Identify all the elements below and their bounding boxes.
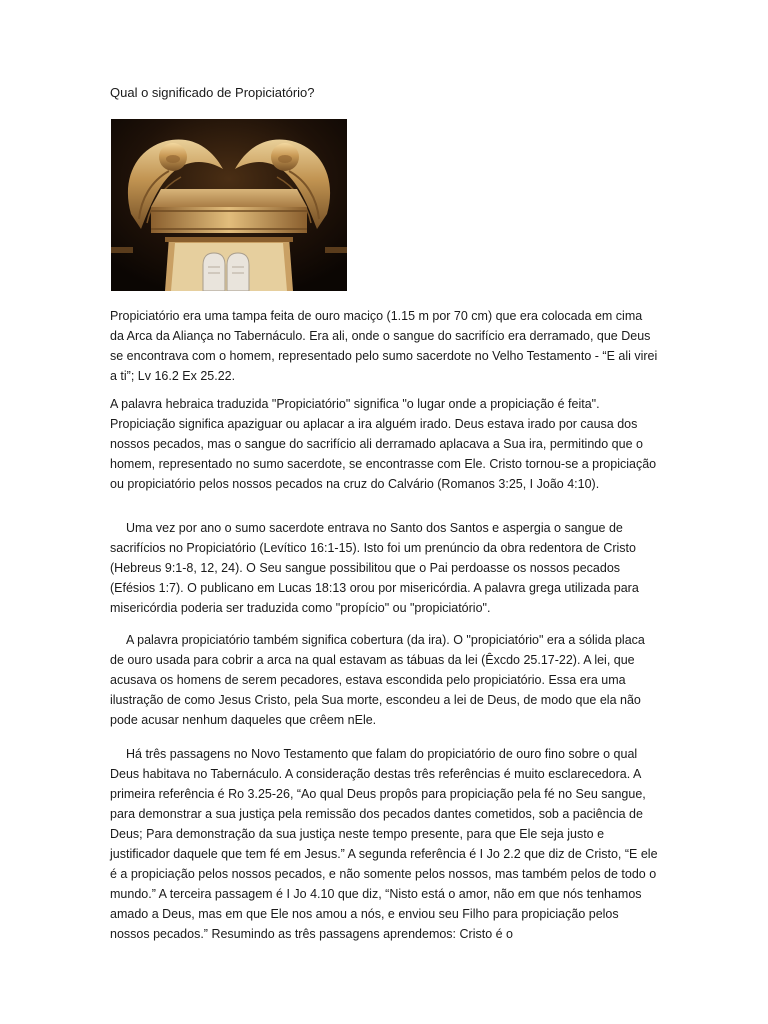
document-title: Qual o significado de Propiciatório?: [110, 85, 315, 100]
ark-of-covenant-image: [111, 119, 347, 291]
paragraph-5: Há três passagens no Novo Testamento que falam do propiciatório de ouro fino sobre o qual Deus habitava no Tabernáculo. A consideração destas três referências é muito esclarecedora. A primeira referência é Ro 3.25-26, “Ao qual Deus propôs para propiciação pela fé no Seu sangue, para demonstrar a sua justiça pela remissão dos pecados dantes cometidos, sob a paciência de Deus; Para demonstração da sua justiça neste tempo presente, para que Ele seja justo e justificador daquele que tem fé em Jesus.” A segunda referência é I Jo 2.2 que diz de Cristo, “E ele é a propiciação pelos nossos pecados, e não somente pelos nossos, mas também pelos de todo o mundo.” A terceira passagem é I Jo 4.10 que diz, “Nisto está o amor, não em que nós tenhamos amado a Deus, mas em que Ele nos amou a nós, e enviou seu Filho para propiciação pelos nossos pecados.” Resumindo as três passagens aprendemos: Cristo é o: [110, 747, 658, 941]
paragraph-1: Propiciatório era uma tampa feita de ouro maciço (1.15 m por 70 cm) que era colocada em cima da Arca da Aliança no Tabernáculo. Era ali, onde o sangue do sacrifício era derramado, que Deus se encontrava com o homem, representado pelo sumo sacerdote no Velho Testamento - “E ali virei a ti”; Lv 16.2 Ex 25.22.: [110, 309, 658, 383]
paragraph-4: A palavra propiciatório também significa cobertura (da ira). O "propiciatório" era a sólida placa de ouro usada para cobrir a arca na qual estavam as tábuas da lei (Êxcdo 25.17-22). A lei, que acusava os homens de serem pecadores, estava escondida pelo propiciatório. Essa era uma ilustração de como Jesus Cristo, pela Sua morte, escondeu a lei de Deus, de modo que ela não pode acusar nenhum daqueles que crêem nEle.: [110, 633, 645, 727]
paragraph-2: A palavra hebraica traduzida "Propiciatório" significa "o lugar onde a propiciação é feita". Propiciação significa apaziguar ou aplacar a ira alguém irado. Deus estava irado por causa dos nossos pecados, mas o sangue do sacrifício ali derramado aplacava a Sua ira, permitindo que o homem, representado no sumo sacerdote, se encontrasse com Ele. Cristo tornou-se a propiciação ou propiciatório pelos nossos pecados na cruz do Calvário (Romanos 3:25, I João 4:10).: [110, 397, 657, 491]
paragraph-3: Uma vez por ano o sumo sacerdote entrava no Santo dos Santos e aspergia o sangue de sacrifícios no Propiciatório (Levítico 16:1-15). Isto foi um prenúncio da obra redentora de Cristo (Hebreus 9:1-8, 12, 24). O Seu sangue possibilitou que o Pai perdoasse os nossos pecados (Efésios 1:7). O publicano em Lucas 18:13 orou por misericórdia. A palavra grega utilizada para misericórdia poderia ser traduzida como "propício" ou "propiciatório".: [110, 521, 639, 615]
